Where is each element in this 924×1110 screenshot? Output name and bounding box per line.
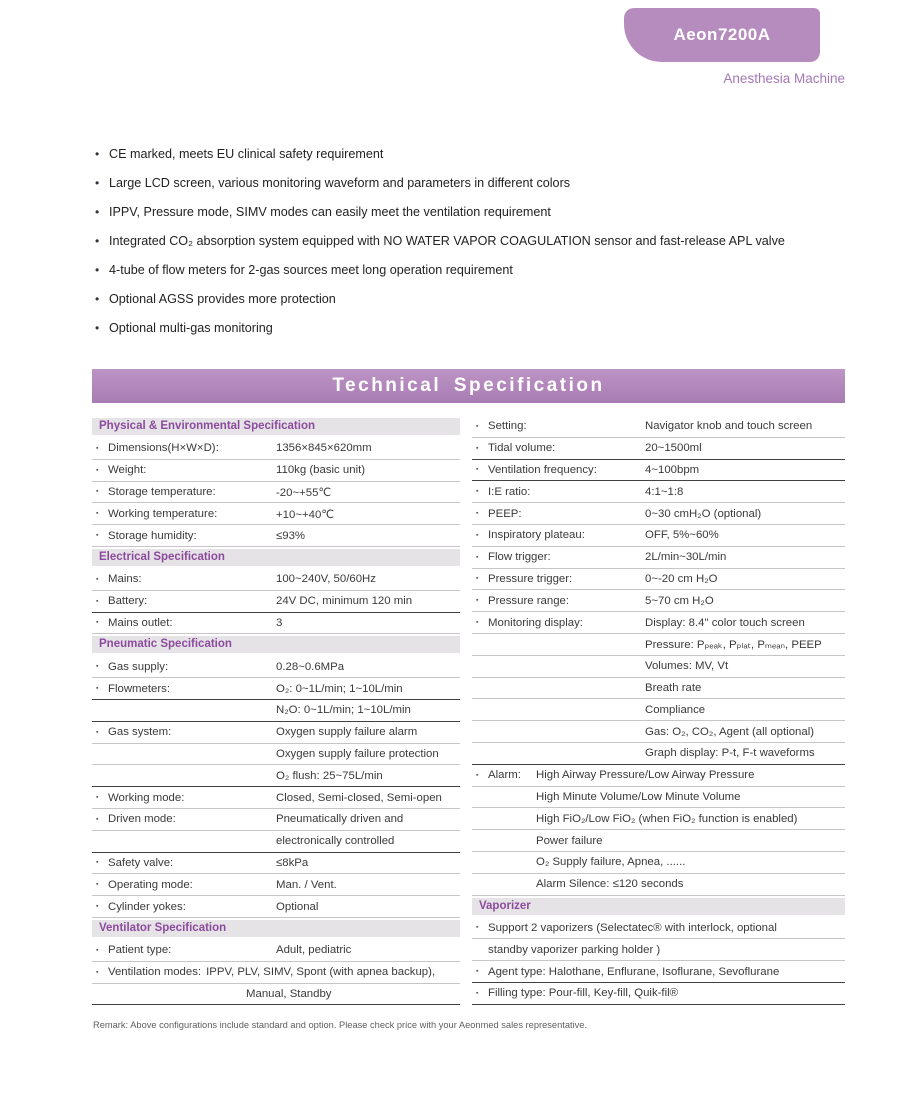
spec-row — [92, 896, 460, 918]
spec-row — [472, 852, 845, 874]
spec-value: O₂ flush: 25~75L/min — [276, 769, 383, 782]
bullet-icon: ▪ — [476, 531, 479, 539]
spec-value: 2L/min~30L/min — [645, 551, 727, 564]
bullet-icon: ▪ — [96, 685, 99, 693]
spec-value: O₂: 0~1L/min; 1~10L/min — [276, 682, 403, 695]
bullet-icon: • — [95, 263, 100, 277]
spec-label: Alarm: — [488, 769, 521, 782]
spec-row — [472, 830, 845, 852]
spec-value: Support 2 vaporizers (Selectatec® with interlock, optional — [488, 921, 777, 934]
spec-row — [92, 940, 460, 962]
spec-value: High Minute Volume/Low Minute Volume — [536, 790, 741, 803]
spec-row — [472, 787, 845, 809]
spec-value: Adult, pediatric — [276, 944, 352, 957]
spec-label: Cylinder yokes: — [108, 900, 186, 913]
spec-tables — [92, 416, 845, 1005]
spec-value: 3 — [276, 616, 283, 629]
spec-value: ≤93% — [276, 529, 306, 542]
spec-value: Power failure — [536, 834, 603, 847]
spec-value: 20~1500ml — [645, 442, 702, 455]
spec-label: Flow trigger: — [488, 551, 551, 564]
bullet-icon: ▪ — [96, 968, 99, 976]
section-header: Electrical Specification — [92, 549, 460, 566]
bullet-icon: ▪ — [96, 619, 99, 627]
spec-row — [472, 961, 845, 983]
bullet-icon: • — [95, 147, 100, 161]
spec-label: Safety valve: — [108, 856, 174, 869]
spec-row — [472, 983, 845, 1005]
spec-row — [472, 918, 845, 940]
bullet-icon: ▪ — [96, 444, 99, 452]
product-subtitle: Anesthesia Machine — [723, 71, 845, 86]
spec-label: Gas system: — [108, 726, 172, 739]
feature-item — [95, 262, 870, 278]
spec-row — [92, 853, 460, 875]
spec-row — [92, 656, 460, 678]
spec-label: Ventilation frequency: — [488, 463, 597, 476]
spec-label: Driven mode: — [108, 813, 176, 826]
bullet-icon: • — [95, 176, 100, 190]
spec-label: Storage humidity: — [108, 529, 197, 542]
spec-label: Dimensions(H×W×D): — [108, 442, 219, 455]
feature-text: CE marked, meets EU clinical safety requirement — [109, 147, 384, 161]
spec-row — [472, 874, 845, 896]
bullet-icon: ▪ — [96, 663, 99, 671]
spec-label: Patient type: — [108, 944, 172, 957]
bullet-icon: ▪ — [476, 597, 479, 605]
spec-row — [472, 743, 845, 765]
bullet-icon: • — [95, 205, 100, 219]
spec-row — [92, 613, 460, 635]
bullet-icon: ▪ — [96, 815, 99, 823]
spec-value: Manual, Standby — [246, 987, 332, 1000]
spec-row — [472, 460, 845, 482]
bullet-icon: ▪ — [96, 859, 99, 867]
spec-row — [472, 765, 845, 787]
spec-row — [472, 939, 845, 961]
section-title-banner — [92, 369, 845, 403]
bullet-icon: ▪ — [96, 728, 99, 736]
spec-label: Working temperature: — [108, 507, 218, 520]
spec-row — [472, 416, 845, 438]
spec-value: Gas: O₂, CO₂, Agent (all optional) — [645, 725, 815, 738]
spec-value: -20~+55℃ — [276, 486, 332, 499]
spec-value: High Airway Pressure/Low Airway Pressure — [536, 769, 755, 782]
spec-label: Flowmeters: — [108, 682, 171, 695]
feature-text: Integrated CO₂ absorption system equipped with NO WATER VAPOR COAGULATION sensor and fast-release APL valve — [109, 234, 785, 248]
feature-text: Large LCD screen, various monitoring waveform and parameters in different colors — [109, 176, 571, 190]
bullet-icon: ▪ — [476, 553, 479, 561]
spec-row — [472, 547, 845, 569]
product-name: Aeon7200A — [673, 25, 771, 44]
bullet-icon: ▪ — [96, 510, 99, 518]
spec-value: OFF, 5%~60% — [645, 529, 719, 542]
spec-value: IPPV, PLV, SIMV, Spont (with apnea backup), — [206, 966, 436, 979]
bullet-icon: ▪ — [476, 924, 479, 932]
spec-label: Ventilation modes: — [108, 966, 202, 979]
spec-row — [92, 722, 460, 744]
spec-label: PEEP: — [488, 507, 522, 520]
spec-row — [92, 874, 460, 896]
spec-value: 0~-20 cm H₂O — [645, 572, 718, 585]
spec-label: Setting: — [488, 420, 527, 433]
feature-item — [95, 291, 870, 307]
bullet-icon: • — [95, 292, 100, 306]
spec-value: Graph display: P-t, F-t waveforms — [645, 747, 815, 760]
spec-row — [472, 503, 845, 525]
spec-label: Storage temperature: — [108, 485, 216, 498]
spec-row — [92, 809, 460, 831]
spec-row — [92, 678, 460, 700]
bullet-icon: ▪ — [96, 532, 99, 540]
spec-label: Pressure trigger: — [488, 572, 573, 585]
spec-value: Pneumatically driven and — [276, 813, 404, 826]
spec-label: I:E ratio: — [488, 485, 531, 498]
spec-row — [92, 744, 460, 766]
bullet-icon: ▪ — [476, 444, 479, 452]
section-header: Ventilator Specification — [92, 920, 460, 937]
spec-value: Filling type: Pour-fill, Key-fill, Quik-fil® — [488, 987, 679, 1000]
spec-value: Man. / Vent. — [276, 878, 337, 891]
spec-row — [92, 765, 460, 787]
spec-value: Oxygen supply failure protection — [276, 747, 439, 760]
spec-value: 4:1~1:8 — [645, 485, 684, 498]
bullet-icon: ▪ — [476, 575, 479, 583]
spec-value: 0~30 cmH₂O (optional) — [645, 507, 762, 520]
spec-row — [92, 482, 460, 504]
bullet-icon: ▪ — [96, 946, 99, 954]
bullet-icon: ▪ — [96, 466, 99, 474]
spec-value: Agent type: Halothane, Enflurane, Isoflurane, Sevoflurane — [488, 965, 780, 978]
spec-row — [472, 721, 845, 743]
spec-value: +10~+40℃ — [276, 508, 335, 521]
spec-value: 5~70 cm H₂O — [645, 594, 714, 607]
spec-value: Optional — [276, 900, 319, 913]
spec-label: Mains: — [108, 573, 142, 586]
spec-label: Working mode: — [108, 791, 185, 804]
spec-row — [92, 503, 460, 525]
spec-row — [92, 525, 460, 547]
spec-value: 0.28~0.6MPa — [276, 660, 345, 673]
banner-title: Technical Specification — [332, 375, 605, 396]
spec-row — [92, 700, 460, 722]
spec-row — [92, 438, 460, 460]
spec-row — [472, 808, 845, 830]
spec-label: Pressure range: — [488, 594, 570, 607]
spec-row — [472, 656, 845, 678]
bullet-icon: ▪ — [96, 794, 99, 802]
spec-value: 100~240V, 50/60Hz — [276, 573, 376, 586]
spec-row — [472, 612, 845, 634]
spec-value: O₂ Supply failure, Apnea, ...... — [536, 856, 686, 869]
spec-row — [92, 569, 460, 591]
feature-text: Optional multi-gas monitoring — [109, 321, 273, 335]
spec-row — [472, 634, 845, 656]
spec-row — [92, 984, 460, 1006]
bullet-icon: ▪ — [476, 510, 479, 518]
feature-text: IPPV, Pressure mode, SIMV modes can easily meet the ventilation requirement — [109, 205, 551, 219]
section-header: Vaporizer — [472, 898, 845, 915]
spec-value: standby vaporizer parking holder ) — [488, 943, 661, 956]
feature-item — [95, 175, 870, 191]
spec-value: Navigator knob and touch screen — [645, 420, 813, 433]
bullet-icon: ▪ — [476, 488, 479, 496]
spec-label: Mains outlet: — [108, 616, 173, 629]
feature-item — [95, 233, 870, 249]
spec-column-left — [92, 416, 460, 1005]
spec-row — [472, 699, 845, 721]
spec-value: ≤8kPa — [276, 856, 309, 869]
feature-list — [95, 146, 870, 349]
section-header: Physical & Environmental Specification — [92, 418, 460, 435]
spec-value: 24V DC, minimum 120 min — [276, 595, 413, 608]
spec-row — [92, 831, 460, 853]
spec-value: N₂O: 0~1L/min; 1~10L/min — [276, 704, 411, 717]
spec-label: Gas supply: — [108, 660, 169, 673]
spec-value: Oxygen supply failure alarm — [276, 726, 418, 739]
spec-row — [472, 678, 845, 700]
spec-row — [472, 525, 845, 547]
spec-label: Operating mode: — [108, 878, 193, 891]
bullet-icon: ▪ — [476, 422, 479, 430]
spec-row — [92, 460, 460, 482]
bullet-icon: • — [95, 234, 100, 248]
feature-text: Optional AGSS provides more protection — [109, 292, 336, 306]
spec-label: Inspiratory plateau: — [488, 529, 585, 542]
spec-value: Closed, Semi-closed, Semi-open — [276, 791, 442, 804]
bullet-icon: ▪ — [96, 488, 99, 496]
spec-row — [472, 438, 845, 460]
bullet-icon: ▪ — [96, 575, 99, 583]
feature-text: 4-tube of flow meters for 2-gas sources meet long operation requirement — [109, 263, 513, 277]
spec-label: Battery: — [108, 595, 148, 608]
feature-item — [95, 320, 870, 336]
spec-row — [92, 962, 460, 984]
spec-row — [472, 590, 845, 612]
bullet-icon: ▪ — [96, 597, 99, 605]
feature-item — [95, 204, 870, 220]
spec-value: High FiO₂/Low FiO₂ (when FiO₂ function is enabled) — [536, 812, 798, 825]
remark-text: Remark: Above configurations include standard and option. Please check price with your Aeonmed sales representative. — [93, 1020, 588, 1030]
spec-row — [472, 569, 845, 591]
bullet-icon: • — [95, 321, 100, 335]
spec-value: 110kg (basic unit) — [276, 464, 366, 477]
bullet-icon: ▪ — [476, 989, 479, 997]
spec-value: 4~100bpm — [645, 463, 700, 476]
spec-value: Compliance — [645, 703, 706, 716]
bullet-icon: ▪ — [476, 968, 479, 976]
spec-label: Weight: — [108, 464, 147, 477]
spec-value: Display: 8.4" color touch screen — [645, 616, 805, 629]
spec-row — [472, 481, 845, 503]
spec-row — [92, 787, 460, 809]
product-badge — [624, 8, 820, 62]
spec-row — [92, 591, 460, 613]
spec-value: Pressure: Pₚₑₐₖ, Pₚₗₐₜ, Pₘₑₐₙ, PEEP — [645, 639, 822, 652]
feature-item — [95, 146, 870, 162]
section-header: Pneumatic Specification — [92, 636, 460, 653]
spec-value: Volumes: MV, Vt — [645, 660, 729, 673]
bullet-icon: ▪ — [476, 619, 479, 627]
spec-label: Tidal volume: — [488, 442, 556, 455]
bullet-icon: ▪ — [476, 771, 479, 779]
bullet-icon: ▪ — [96, 903, 99, 911]
spec-value: 1356×845×620mm — [276, 442, 372, 455]
spec-column-right — [472, 416, 845, 1005]
spec-value: electronically controlled — [276, 835, 395, 848]
bullet-icon: ▪ — [96, 881, 99, 889]
spec-label: Monitoring display: — [488, 616, 583, 629]
bullet-icon: ▪ — [476, 466, 479, 474]
spec-value: Alarm Silence: ≤120 seconds — [536, 878, 684, 891]
spec-value: Breath rate — [645, 681, 702, 694]
